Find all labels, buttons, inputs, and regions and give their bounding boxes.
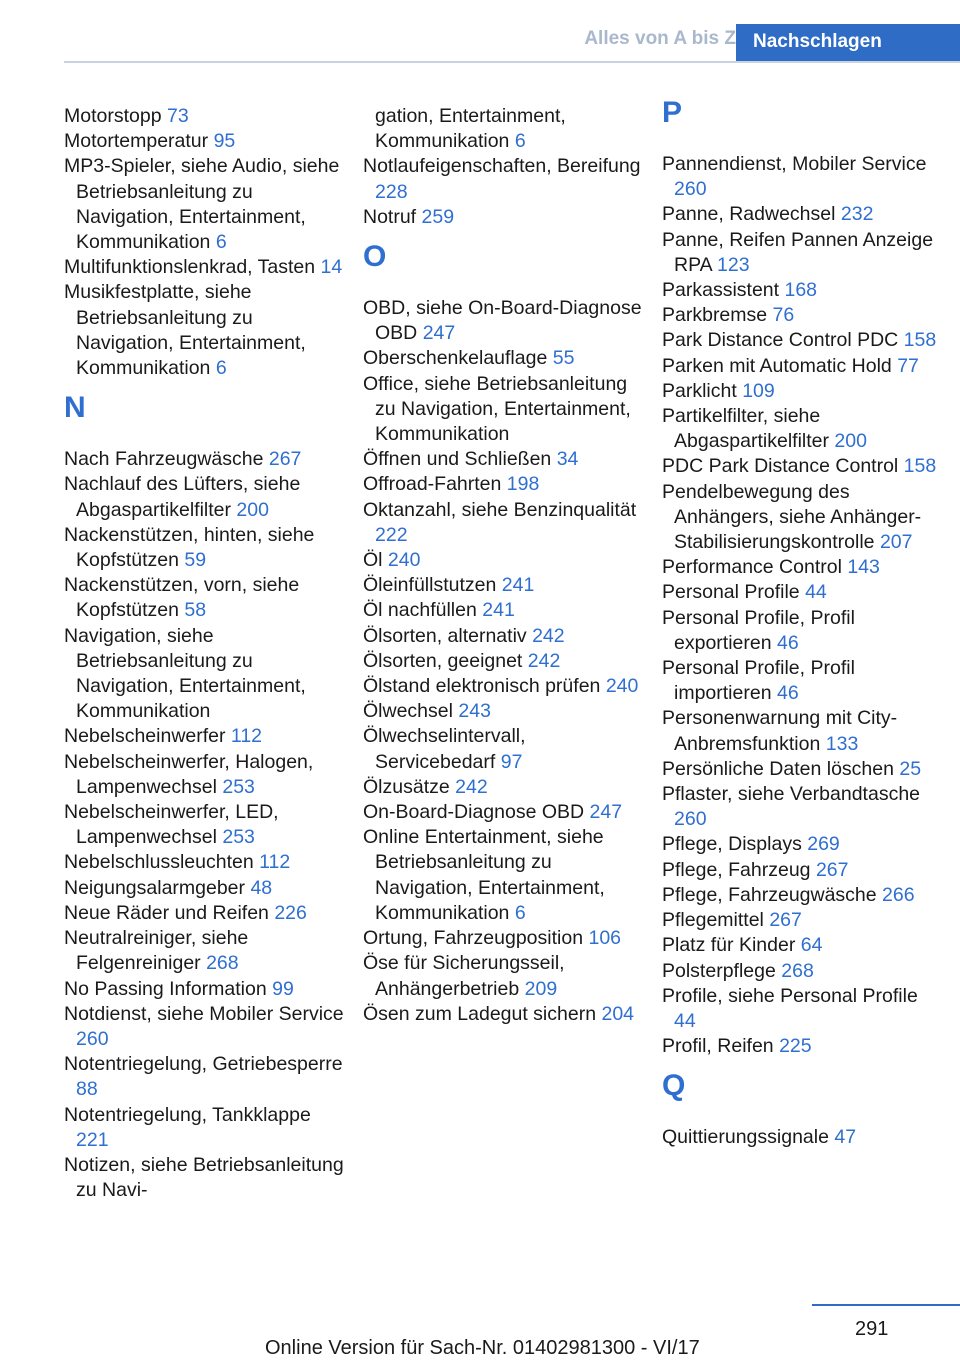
index-entry-text: Neue Räder und Reifen bbox=[64, 901, 275, 924]
index-entry-text: Öleinfüllstutzen bbox=[363, 574, 502, 597]
index-entry-text: Persönliche Daten löschen bbox=[662, 757, 900, 780]
page-link[interactable]: 207 bbox=[879, 531, 913, 554]
index-entry bbox=[662, 152, 942, 202]
index-entry-text: Profile, siehe Personal Profile bbox=[662, 984, 918, 1007]
index-entry bbox=[64, 573, 344, 623]
index-entry-text: OBD, siehe On-Board-Diagnose OBD bbox=[363, 297, 642, 345]
index-entry-text: Musikfestplatte, siehe Betriebsanleitung zu Navigation, Entertainment, Kommunikation bbox=[64, 281, 306, 380]
index-entry bbox=[363, 800, 643, 825]
page-link[interactable]: 14 bbox=[320, 256, 343, 279]
index-entry bbox=[64, 800, 344, 850]
index-entry-text: Pflaster, siehe Verbandtasche bbox=[662, 783, 921, 806]
index-entry-text: PDC Park Distance Control bbox=[662, 455, 904, 478]
index-entry bbox=[64, 447, 344, 472]
index-entry-text: Ölwechsel bbox=[363, 700, 459, 723]
page-link[interactable]: 200 bbox=[236, 498, 269, 521]
index-entry-text: Online Entertainment, siehe Betriebsanleitung zu Navigation, Entertainment, Kommunikation bbox=[363, 826, 605, 924]
index-entry-text: Pflegemittel bbox=[662, 909, 770, 932]
index-entry-text: No Passing Information bbox=[64, 977, 273, 1000]
index-entry-text: Neigungsalarmgeber bbox=[64, 876, 251, 899]
page-link[interactable]: 44 bbox=[674, 1009, 696, 1032]
index-entry bbox=[662, 757, 942, 782]
index-entry bbox=[363, 649, 643, 674]
index-entry bbox=[662, 706, 942, 756]
index-entry bbox=[64, 901, 344, 926]
index-entry-text: Motortemperatur bbox=[64, 130, 214, 153]
page-link[interactable]: 260 bbox=[76, 1027, 109, 1050]
page-link[interactable]: 168 bbox=[784, 279, 818, 302]
index-entry bbox=[363, 296, 643, 346]
index-entry-text: Personal Profile, Profil exportieren bbox=[662, 606, 855, 654]
index-entry-text: Offroad-Fahrten bbox=[363, 473, 507, 496]
index-entry-text: Nebelscheinwerfer, Halogen, Lampenwechsel bbox=[64, 750, 314, 798]
index-entry bbox=[363, 447, 643, 472]
index-entry bbox=[662, 933, 942, 958]
page-link[interactable]: 198 bbox=[506, 473, 540, 496]
index-entry bbox=[64, 1052, 344, 1102]
index-entry-text: Pendelbewegung des Anhängers, siehe Anhänger-Stabilisierungskontrolle bbox=[662, 480, 922, 554]
index-entry-text: Polsterpflege bbox=[662, 959, 782, 982]
index-entry bbox=[64, 926, 344, 976]
page-link[interactable]: 158 bbox=[903, 455, 937, 478]
index-entry-text: Nebelschlussleuchten bbox=[64, 851, 260, 874]
index-entry-text: Pannendienst, Mobiler Service bbox=[662, 153, 927, 175]
index-entry bbox=[64, 154, 344, 255]
index-entry bbox=[363, 1002, 643, 1027]
page-link[interactable]: 225 bbox=[779, 1035, 812, 1058]
index-entry bbox=[363, 498, 643, 548]
footer-divider bbox=[812, 1304, 960, 1306]
index-entry bbox=[662, 555, 942, 580]
page-link[interactable]: 260 bbox=[674, 178, 707, 201]
page-link[interactable]: 266 bbox=[882, 883, 915, 906]
index-letter-heading: P bbox=[662, 96, 683, 129]
index-entry bbox=[64, 280, 344, 381]
index-entry-text: Nackenstützen, vorn, siehe Kopfstützen bbox=[64, 574, 300, 622]
index-entry bbox=[64, 104, 344, 129]
page-link[interactable]: 133 bbox=[825, 732, 859, 755]
page-link[interactable]: 260 bbox=[674, 808, 707, 831]
index-column-2 bbox=[363, 104, 643, 1027]
index-letter-heading: Q bbox=[662, 1069, 686, 1103]
page-link[interactable]: 240 bbox=[605, 675, 639, 698]
index-entry-text: Profil, Reifen bbox=[662, 1035, 780, 1058]
index-entry-text: Notlaufeigenschaften, Bereifung bbox=[363, 155, 641, 178]
page-link[interactable]: 228 bbox=[375, 180, 408, 203]
page-link[interactable]: 200 bbox=[834, 430, 867, 453]
index-entry bbox=[662, 832, 942, 857]
page-link[interactable]: 240 bbox=[387, 549, 421, 572]
index-entry bbox=[662, 1125, 942, 1150]
index-entry bbox=[662, 984, 942, 1034]
index-letter-heading: O bbox=[363, 240, 387, 274]
page-link[interactable]: 99 bbox=[272, 977, 294, 1000]
index-entry bbox=[662, 454, 942, 479]
footer-watermark: Online Version für Sach-Nr. 01402981300 - VI/17 bbox=[265, 1337, 700, 1359]
index-entry-text: Office, siehe Betriebsanleitung zu Navigation, Entertainment, Kommunikation bbox=[363, 372, 631, 446]
index-entry bbox=[64, 977, 344, 1002]
page-link[interactable]: 241 bbox=[501, 574, 535, 597]
index-entry-text: Motorstopp bbox=[64, 105, 167, 127]
page-header bbox=[0, 0, 960, 62]
page-link[interactable]: 226 bbox=[274, 901, 307, 924]
index-entry bbox=[662, 480, 942, 556]
page-link[interactable]: 222 bbox=[375, 523, 408, 546]
index-entry-text: Ölsorten, geeignet bbox=[363, 649, 528, 672]
page-link[interactable]: 143 bbox=[847, 556, 880, 579]
index-entry bbox=[662, 606, 942, 656]
index-entry-text: Nebelscheinwerfer bbox=[64, 725, 231, 748]
index-entry-text: Ortung, Fahrzeugposition bbox=[363, 927, 589, 950]
index-entry bbox=[64, 129, 344, 154]
page-link[interactable]: 268 bbox=[781, 959, 814, 982]
index-entry bbox=[363, 825, 643, 926]
index-entry-text: Parken mit Automatic Hold bbox=[662, 354, 898, 377]
index-entry-text: MP3-Spieler, siehe Audio, siehe Betriebsanleitung zu Navigation, Entertainment, Kommunikation bbox=[64, 155, 340, 254]
index-entry-text: Multifunktionslenkrad, Tasten bbox=[64, 256, 321, 279]
index-entry-text: Notizen, siehe Betriebsanleitung zu Navi- bbox=[64, 1153, 344, 1202]
index-entry bbox=[662, 580, 942, 605]
page-link[interactable]: 76 bbox=[772, 304, 795, 327]
page-link[interactable]: 242 bbox=[527, 649, 561, 672]
index-entry-text: Performance Control bbox=[662, 556, 848, 579]
index-entry bbox=[662, 354, 942, 379]
page-link[interactable]: 6 bbox=[215, 231, 227, 254]
page-link[interactable]: 158 bbox=[903, 329, 937, 352]
index-entry bbox=[662, 404, 942, 454]
index-entry-text: Ölzusätze bbox=[363, 775, 456, 798]
page-link[interactable]: 109 bbox=[742, 379, 775, 402]
page-link[interactable]: 268 bbox=[206, 952, 239, 975]
page-link[interactable]: 269 bbox=[807, 833, 840, 856]
index-entry-text: Pflege, Displays bbox=[662, 833, 808, 856]
index-entry-text: Park Distance Control PDC bbox=[662, 329, 904, 352]
page-link[interactable]: 242 bbox=[455, 775, 488, 798]
page-link[interactable]: 6 bbox=[215, 357, 227, 380]
page-link[interactable]: 247 bbox=[589, 801, 623, 824]
index-entry-text: Notentriegelung, Getriebesperre bbox=[64, 1053, 343, 1076]
page-link[interactable]: 253 bbox=[222, 775, 255, 798]
index-entry bbox=[662, 278, 942, 303]
chapter-tab[interactable]: Nachschlagen bbox=[736, 24, 960, 62]
page-link[interactable]: 204 bbox=[601, 1002, 635, 1025]
page-link[interactable]: 247 bbox=[422, 322, 456, 345]
page-link[interactable]: 241 bbox=[482, 599, 515, 622]
page-link[interactable]: 46 bbox=[776, 682, 799, 705]
page-link[interactable]: 47 bbox=[834, 1126, 857, 1149]
index-entry bbox=[662, 883, 942, 908]
page-link[interactable]: 77 bbox=[897, 354, 919, 377]
index-entry bbox=[363, 154, 643, 204]
index-entry-text: Parkbremse bbox=[662, 304, 773, 327]
index-entry-text: Notdienst, siehe Mobiler Service bbox=[64, 1002, 344, 1025]
index-entry-text: Navigation, siehe Betriebsanleitung zu Navigation, Entertainment, Kommunikation bbox=[64, 624, 306, 723]
index-entry bbox=[363, 699, 643, 724]
page-link[interactable]: 112 bbox=[259, 851, 291, 874]
index-entry-text: Oberschenkelauflage bbox=[363, 347, 553, 370]
page-link[interactable]: 242 bbox=[532, 624, 565, 647]
page-link[interactable]: 221 bbox=[76, 1128, 109, 1151]
index-column-3 bbox=[662, 96, 942, 1151]
page-link[interactable]: 73 bbox=[166, 105, 189, 127]
index-entry bbox=[363, 926, 643, 951]
index-entry-text: Platz für Kinder bbox=[662, 934, 801, 957]
index-entry-text: Panne, Reifen Pannen Anzeige RPA bbox=[662, 228, 934, 276]
page-link[interactable]: 112 bbox=[230, 725, 263, 748]
page-link[interactable]: 209 bbox=[524, 977, 558, 1000]
page-link[interactable]: 48 bbox=[250, 876, 273, 899]
index-entry-text: On-Board-Diagnose OBD bbox=[363, 801, 590, 824]
index-entry bbox=[363, 372, 643, 448]
page-link[interactable]: 6 bbox=[514, 901, 526, 924]
index-entry bbox=[662, 379, 942, 404]
page-number: 291 bbox=[855, 1318, 889, 1340]
index-entry bbox=[662, 328, 942, 353]
page-link[interactable]: 267 bbox=[815, 858, 849, 881]
section-label: Alles von A bis Z bbox=[584, 28, 736, 49]
page-link[interactable]: 44 bbox=[805, 581, 827, 604]
page-link[interactable]: 25 bbox=[899, 757, 922, 780]
index-entry bbox=[363, 724, 643, 774]
page-link[interactable]: 267 bbox=[268, 448, 302, 471]
index-entry bbox=[662, 959, 942, 984]
index-entry bbox=[64, 472, 344, 522]
page-link[interactable]: 95 bbox=[213, 130, 236, 153]
page-link[interactable]: 243 bbox=[458, 700, 491, 723]
index-entry-text: Pflege, Fahrzeugwäsche bbox=[662, 883, 883, 906]
index-entry bbox=[662, 782, 942, 832]
index-entry bbox=[662, 228, 942, 278]
index-entry-text: Personal Profile, Profil importieren bbox=[662, 657, 855, 705]
index-entry bbox=[363, 674, 643, 699]
index-entry bbox=[363, 548, 643, 573]
index-entry bbox=[662, 202, 942, 227]
page-link[interactable]: 58 bbox=[184, 599, 207, 622]
index-entry bbox=[363, 104, 643, 154]
index-entry bbox=[64, 1153, 344, 1203]
index-entry bbox=[64, 624, 344, 725]
index-entry-text: Oktanzahl, siehe Benzinqualität bbox=[363, 498, 637, 521]
index-entry-text: Öl nachfüllen bbox=[363, 599, 483, 622]
index-entry-text: Partikelfilter, siehe Abgaspartikelfilter bbox=[662, 405, 835, 453]
index-entry-text: Ösen zum Ladegut sichern bbox=[363, 1002, 602, 1025]
index-entry-text: Nachlauf des Lüfters, siehe Abgaspartikelfilter bbox=[64, 473, 301, 521]
index-entry bbox=[64, 850, 344, 875]
index-entry bbox=[64, 255, 344, 280]
page-link[interactable]: 267 bbox=[769, 909, 802, 932]
index-entry bbox=[64, 724, 344, 749]
page-link[interactable]: 6 bbox=[514, 130, 526, 153]
index-column-1 bbox=[64, 104, 344, 1203]
index-entry-text: Öse für Sicherungsseil, Anhängerbetrieb bbox=[363, 952, 565, 1000]
index-entry bbox=[64, 750, 344, 800]
page-link[interactable]: 34 bbox=[556, 448, 579, 471]
index-entry bbox=[64, 1002, 344, 1052]
index-entry bbox=[363, 598, 643, 623]
index-entry bbox=[64, 876, 344, 901]
index-entry-text: Neutralreiniger, siehe Felgenreiniger bbox=[64, 927, 249, 975]
page-link[interactable]: 253 bbox=[222, 826, 255, 849]
page-link[interactable]: 259 bbox=[421, 205, 455, 228]
page-link[interactable]: 59 bbox=[184, 549, 207, 572]
page-link[interactable]: 46 bbox=[776, 631, 799, 654]
index-entry bbox=[363, 951, 643, 1001]
page-link[interactable]: 64 bbox=[800, 934, 823, 957]
index-entry-text: Parklicht bbox=[662, 379, 743, 402]
index-entry bbox=[363, 472, 643, 497]
page-link[interactable]: 97 bbox=[500, 750, 523, 773]
index-entry bbox=[363, 775, 643, 800]
index-entry bbox=[64, 523, 344, 573]
index-entry-text: Ölstand elektronisch prüfen bbox=[363, 675, 606, 698]
index-entry-text: gation, Entertainment, Kommunikation bbox=[375, 105, 566, 153]
index-entry bbox=[662, 303, 942, 328]
index-entry bbox=[363, 573, 643, 598]
index-entry bbox=[363, 624, 643, 649]
index-entry bbox=[363, 205, 643, 230]
index-entry-text: Parkassistent bbox=[662, 279, 785, 302]
page-link[interactable]: 106 bbox=[588, 927, 622, 950]
index-entry bbox=[662, 656, 942, 706]
index-entry bbox=[662, 908, 942, 933]
index-entry-text: Ölwechselintervall, Servicebedarf bbox=[363, 725, 526, 773]
index-entry-text: Personal Profile bbox=[662, 581, 806, 604]
page-link[interactable]: 123 bbox=[717, 253, 750, 276]
index-entry-text: Nackenstützen, hinten, siehe Kopfstützen bbox=[64, 523, 315, 572]
index-entry-text: Personenwarnung mit City-Anbremsfunktion bbox=[662, 707, 898, 755]
page-link[interactable]: 55 bbox=[552, 347, 575, 370]
header-divider bbox=[64, 61, 960, 63]
page-link[interactable]: 88 bbox=[76, 1078, 98, 1101]
index-entry-text: Ölsorten, alternativ bbox=[363, 624, 533, 647]
index-entry-text: Nebelscheinwerfer, LED, Lampenwechsel bbox=[64, 801, 279, 849]
page-link[interactable]: 232 bbox=[840, 203, 874, 226]
index-entry-text: Öffnen und Schließen bbox=[363, 448, 557, 471]
index-entry-text: Nach Fahrzeugwäsche bbox=[64, 448, 269, 471]
index-entry-text: Panne, Radwechsel bbox=[662, 203, 841, 226]
index-entry-text: Notentriegelung, Tankklappe bbox=[64, 1103, 311, 1126]
index-entry bbox=[363, 346, 643, 371]
index-entry-text: Quittierungssignale bbox=[662, 1126, 835, 1149]
index-entry-text: Notruf bbox=[363, 205, 422, 228]
index-entry-text: Öl bbox=[363, 549, 388, 572]
index-entry-text: Pflege, Fahrzeug bbox=[662, 858, 816, 881]
index-letter-heading: N bbox=[64, 391, 86, 425]
index-entry bbox=[662, 858, 942, 883]
index-entry bbox=[64, 1103, 344, 1153]
index-entry bbox=[662, 1034, 942, 1059]
